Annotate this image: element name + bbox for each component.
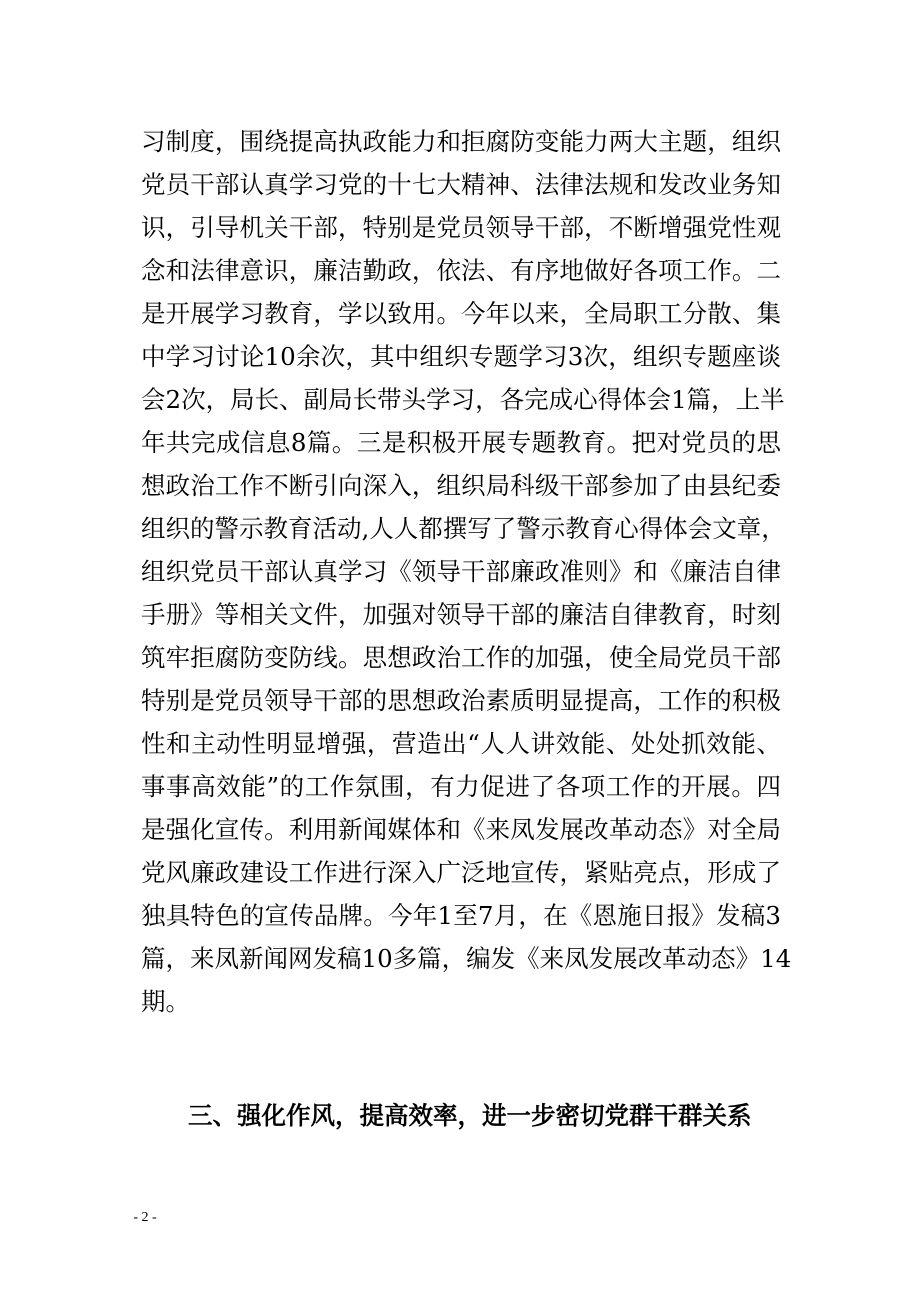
paragraph-line: 独具特色的宣传品牌。今年1至7月，在《恩施日报》发稿3 — [141, 901, 781, 930]
paragraph-line: 是强化宣传。利用新闻媒体和《来凤发展改革动态》对全局 — [141, 815, 781, 844]
page-number: - 2 - — [133, 1210, 157, 1225]
paragraph-line: 特别是党员领导干部的思想政治素质明显提高，工作的积极 — [141, 686, 781, 715]
paragraph-line: 会2次，局长、副局长带头学习，各完成心得体会1篇，上半 — [141, 385, 785, 414]
paragraph-line: 组织的警示教育活动,人人都撰写了警示教育心得体会文章， — [141, 514, 786, 543]
paragraph-line-last: 期。 — [141, 987, 190, 1016]
paragraph-line: 党风廉政建设工作进行深入广泛地宣传，紧贴亮点，形成了 — [141, 858, 781, 887]
section-heading: 三、强化作风，提高效率，进一步密切党群干群关系 — [188, 1101, 752, 1130]
paragraph-line: 篇，来凤新闻网发稿10多篇，编发《来凤发展改革动态》14 — [141, 944, 792, 973]
paragraph-line: 性和主动性明显增强，营造出“人人讲效能、处处抓效能、 — [141, 729, 781, 758]
paragraph-line: 党员干部认真学习党的十七大精神、法律法规和发改业务知 — [141, 170, 781, 199]
paragraph-line: 是开展学习教育，学以致用。今年以来，全局职工分散、集 — [141, 299, 781, 328]
body-paragraph — [141, 120, 792, 1023]
paragraph-line: 年共完成信息8篇。三是积极开展专题教育。把对党员的思 — [141, 428, 781, 457]
paragraph-line: 筑牢拒腐防变防线。思想政治工作的加强，使全局党员干部 — [141, 643, 781, 672]
paragraph-line: 中学习讨论10余次，其中组织专题学习3次，组织专题座谈 — [141, 342, 781, 371]
paragraph-line: 念和法律意识，廉洁勤政，依法、有序地做好各项工作。二 — [141, 256, 781, 285]
paragraph-line: 识，引导机关干部，特别是党员领导干部，不断增强党性观 — [141, 213, 781, 242]
paragraph-line: 手册》等相关文件，加强对领导干部的廉洁自律教育，时刻 — [141, 600, 781, 629]
paragraph-line: 组织党员干部认真学习《领导干部廉政准则》和《廉洁自律 — [141, 557, 781, 586]
paragraph-line: 习制度，围绕提高执政能力和拒腐防变能力两大主题，组织 — [141, 127, 781, 156]
paragraph-line: 想政治工作不断引向深入，组织局科级干部参加了由县纪委 — [141, 471, 781, 500]
paragraph-line: 事事高效能”的工作氛围，有力促进了各项工作的开展。四 — [141, 772, 781, 801]
